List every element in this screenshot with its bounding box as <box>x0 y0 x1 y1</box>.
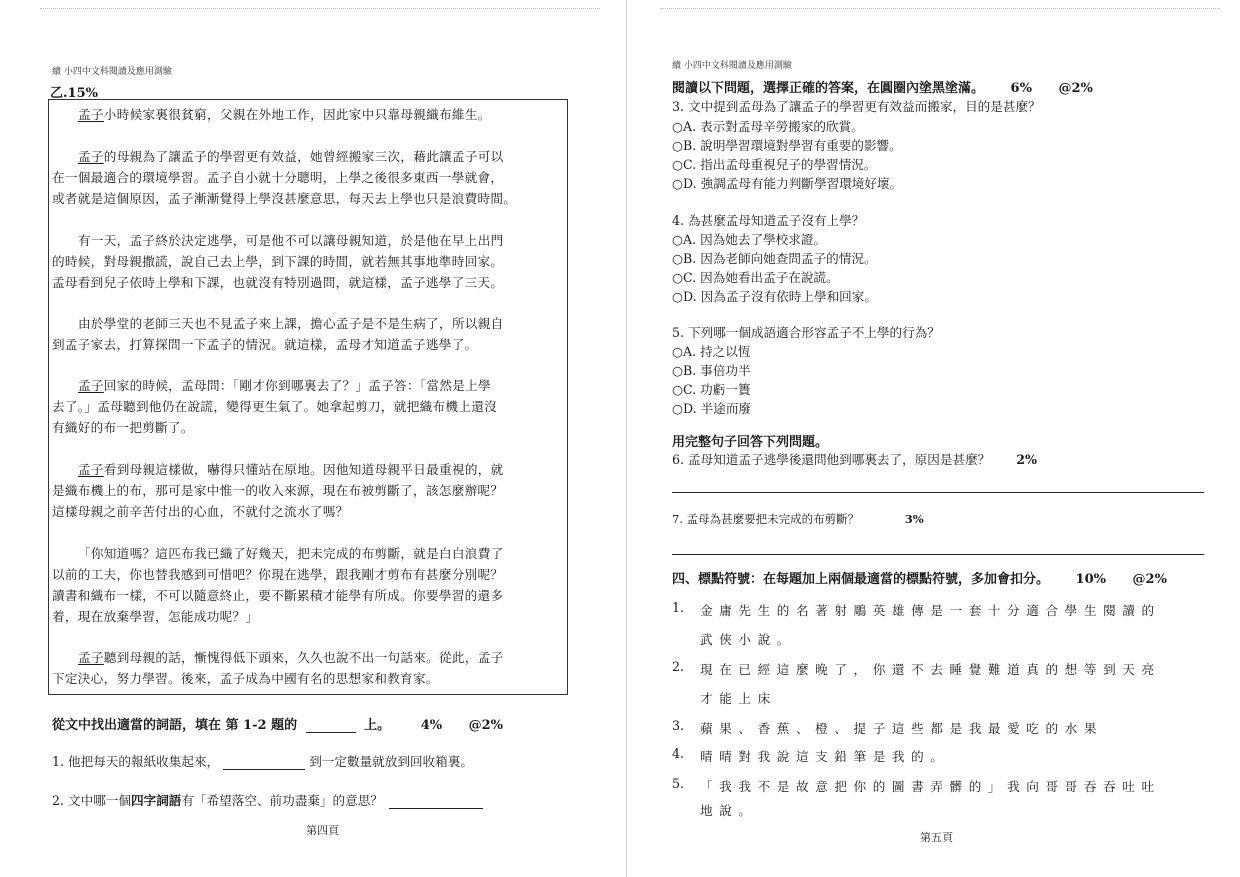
passage-line <box>52 606 258 625</box>
question-5: 5. 下列哪一個成語適合形容孟子不上學的行為？ <box>672 325 940 340</box>
page-header: 續 小四中文科閱讀及應用測驗 <box>672 61 792 71</box>
option-5c[interactable]: ○C. 功虧一簣 <box>672 382 751 397</box>
vocab-instruction-end: 上。 <box>364 718 391 733</box>
passage-text: 的母親為了讓孟子的學習更有效益，她曾經搬家三次，藉此讓孟子可以 <box>103 149 504 164</box>
punctuation-sentence[interactable]: 「我我不是故意把你的圖書弄髒的」我向哥哥吞吞吐吐 <box>700 779 1161 794</box>
passage-text: 去了。」孟母聽到他仍在說謊，變得更生氣了。她拿起剪刀，就把織布機上還沒 <box>52 399 497 414</box>
passage-line <box>52 501 349 520</box>
passage-text: 有織好的布一把剪斷了。 <box>52 420 194 435</box>
section-title: 乙.15% <box>50 86 98 101</box>
page-five <box>620 0 1240 877</box>
question-1 <box>52 751 473 770</box>
passage-text: 的時候，對母親撒謊，說自己去上學，到下課的時間，就若無其事地準時回家。 <box>52 254 504 269</box>
punctuation-sentence[interactable]: 金庸先生的名著射鵰英雄傳是一套十分適合學生閱讀的 <box>700 603 1161 618</box>
passage-text: 下定決心，努力學習。後來，孟子成為中國有名的思想家和教育家。 <box>52 671 439 686</box>
option-4c[interactable]: ○C. 因為她看出孟子在說謊。 <box>672 270 839 285</box>
passage-text: 看到母親這樣做，嚇得只懂站在原地。因他知道母親平日最重視的，就 <box>103 462 504 477</box>
option-3b[interactable]: ○B. 說明學習環境對學習有重要的影響。 <box>672 138 902 153</box>
vocab-marks: 4% <box>420 718 443 733</box>
passage-text: 着，現在放棄學習，怎能成功呢？」 <box>52 609 259 624</box>
question-3: 3. 文中提到孟母為了讓孟子的學習更有效益而搬家，目的是甚麼？ <box>672 99 1041 114</box>
vocab-marks-each: @2% <box>468 718 504 733</box>
passage-line <box>52 396 497 415</box>
passage-line <box>52 334 478 353</box>
passage-line <box>78 459 504 478</box>
punctuation-instruction-text: 四、標點符號：在每題加上兩個最適當的標點符號，多加會扣分。 <box>672 572 1050 587</box>
question-6 <box>672 449 1037 468</box>
answer-blank-1[interactable] <box>223 769 305 770</box>
answer-line-6[interactable] <box>672 492 1204 493</box>
proper-noun: 孟子 <box>78 149 104 164</box>
punctuation-number: 2. <box>672 659 685 674</box>
question-4: 4. 為甚麼孟母知道孟子沒有上學？ <box>672 213 865 228</box>
passage-line <box>78 104 491 123</box>
passage-text: 在一個最適合的環境學習。孟子自小就十分聰明，上學之後很多東西一學就會， <box>52 170 504 185</box>
option-4a[interactable]: ○A. 因為她去了學校求證。 <box>672 232 827 247</box>
passage-text: 到孟子家去，打算探問一下孟子的情況。就這樣，孟母才知道孟子逃學了。 <box>52 337 478 352</box>
passage-text: 這樣母親之前辛苦付出的心血，不就付之流水了嗎？ <box>52 504 349 519</box>
passage-line <box>52 417 194 436</box>
sentence-instruction: 用完整句子回答下列問題。 <box>672 435 829 450</box>
punctuation-sentence-continued[interactable]: 地說。 <box>700 803 758 818</box>
mc-instruction-text: 閱讀以下問題，選擇正確的答案，在圓圈內塗黑塗滿。 <box>672 81 985 96</box>
question-7-text: 7. 孟母為甚麼要把未完成的布剪斷？ <box>672 512 860 526</box>
passage-line <box>52 188 516 207</box>
passage-line <box>78 647 504 666</box>
proper-noun: 孟子 <box>78 378 104 393</box>
passage-text: 小時候家裏很貧窮，父親在外地工作，因此家中只靠母親織布維生。 <box>103 107 491 122</box>
passage-line <box>78 375 491 394</box>
passage-line <box>52 585 503 604</box>
mc-marks-each: @2% <box>1058 81 1093 96</box>
passage-text: 或者就是這個原因，孟子漸漸覺得上學沒甚麼意思，每天去上學也只是浪費時間。 <box>52 191 517 206</box>
vocab-instruction-text: 從文中找出適當的詞語，填在 第 1-2 題的 <box>52 718 298 733</box>
passage-text: 「你知道嗎？這匹布我已織了好幾天，把未完成的布剪斷，就是白白浪費了 <box>78 546 504 561</box>
punctuation-marks-each: @2% <box>1132 572 1167 587</box>
option-3a[interactable]: ○A. 表示對孟母辛勞搬家的欣賞。 <box>672 119 864 134</box>
question-2-text-end: 有「希望落空、前功盡棄」的意思？ <box>181 793 383 808</box>
question-6-text: 6. 孟母知道孟子逃學後還問他到哪裏去了，原因是甚麼？ <box>672 452 991 467</box>
punctuation-number: 3. <box>672 718 685 733</box>
question-2-bold: 四字詞語 <box>131 793 182 808</box>
punctuation-sentence-continued[interactable]: 才能上床 <box>700 691 777 706</box>
question-2-text: 2. 文中哪一個 <box>52 793 131 808</box>
passage-text: 以前的工夫，你也替我感到可惜吧？你現在逃學，跟我剛才剪布有甚麼分別呢？ <box>52 567 504 582</box>
question-1-text: 1. 他把每天的報紙收集起來， <box>52 754 220 769</box>
punctuation-number: 1. <box>672 600 685 615</box>
mc-marks: 6% <box>1010 81 1032 96</box>
page-header: 續 小四中文科閱讀及應用測驗 <box>52 67 172 77</box>
question-6-marks: 2% <box>1016 452 1038 467</box>
punctuation-sentence[interactable]: 蘋果、香蕉、橙、提子這些都是我最愛吃的水果 <box>700 721 1104 736</box>
passage-text: 是織布機上的布，那可是家中惟一的收入來源，現在布被剪斷了，該怎麼辦呢？ <box>52 483 504 498</box>
passage-line <box>52 480 503 499</box>
passage-line <box>78 543 504 562</box>
option-3d[interactable]: ○D. 強調孟母有能力判斷學習環境好壞。 <box>672 176 903 191</box>
proper-noun: 孟子 <box>78 107 104 122</box>
mc-instruction <box>672 77 1093 96</box>
answer-blank-2[interactable] <box>389 808 483 809</box>
option-4d[interactable]: ○D. 因為孟子沒有依時上學和回家。 <box>672 289 877 304</box>
punctuation-marks: 10% <box>1075 572 1106 587</box>
passage-line <box>78 230 504 249</box>
passage-line <box>52 564 503 583</box>
proper-noun: 孟子 <box>78 650 104 665</box>
punctuation-number: 5. <box>672 776 685 791</box>
question-2 <box>52 790 483 809</box>
page-number: 第五頁 <box>920 831 953 844</box>
proper-noun: 孟子 <box>78 462 104 477</box>
option-5d[interactable]: ○D. 半途而廢 <box>672 401 752 416</box>
passage-line <box>52 251 503 270</box>
option-5a[interactable]: ○A. 持之以恆 <box>672 344 751 359</box>
option-4b[interactable]: ○B. 因為老師向她查問孟子的情況。 <box>672 251 877 266</box>
answer-line-7[interactable] <box>672 554 1204 555</box>
passage-text: 有一天，孟子終於決定逃學，可是他不可以讓母親知道，於是他在早上出門 <box>78 233 504 248</box>
option-5b[interactable]: ○B. 事倍功半 <box>672 363 751 378</box>
passage-line <box>78 313 504 332</box>
punctuation-instruction <box>672 568 1167 587</box>
vocab-instruction <box>52 714 503 733</box>
passage-text: 由於學堂的老師三天也不見孟子來上課，擔心孟子是不是生病了，所以親自 <box>78 316 504 331</box>
option-3c[interactable]: ○C. 指出孟母重視兒子的學習情況。 <box>672 157 877 172</box>
punctuation-sentence[interactable]: 晴晴對我說這支鉛筆是我的。 <box>700 749 950 764</box>
passage-text: 回家的時候，孟母問：「剛才你到哪裏去了？」孟子答：「當然是上學 <box>103 378 491 393</box>
question-1-text-end: 到一定數量就放到回收箱裏。 <box>309 754 473 769</box>
passage-text: 孟母看到兒子依時上學和下課，也就沒有特別過問，就這樣，孟子逃學了三天。 <box>52 275 504 290</box>
punctuation-sentence-continued[interactable]: 武俠小說。 <box>700 632 796 647</box>
passage-line <box>52 167 503 186</box>
passage-text: 聽到母親的話，慚愧得低下頭來，久久也說不出一句話來。從此，孟子 <box>103 650 504 665</box>
passage-text: 讀書和織布一樣，不可以隨意終止，要不斷累積才能學有所成。你要學習的還多 <box>52 588 504 603</box>
page-number: 第四頁 <box>306 824 339 837</box>
punctuation-sentence[interactable]: 現在已經這麼晚了，你還不去睡覺難道真的想等到天亮 <box>700 662 1161 677</box>
question-7-marks: 3% <box>904 512 924 526</box>
punctuation-number: 4. <box>672 746 685 761</box>
passage-line <box>52 272 503 291</box>
inline-blank <box>306 732 356 733</box>
passage-line <box>78 146 504 165</box>
question-7 <box>672 511 924 527</box>
passage-line <box>52 668 439 687</box>
